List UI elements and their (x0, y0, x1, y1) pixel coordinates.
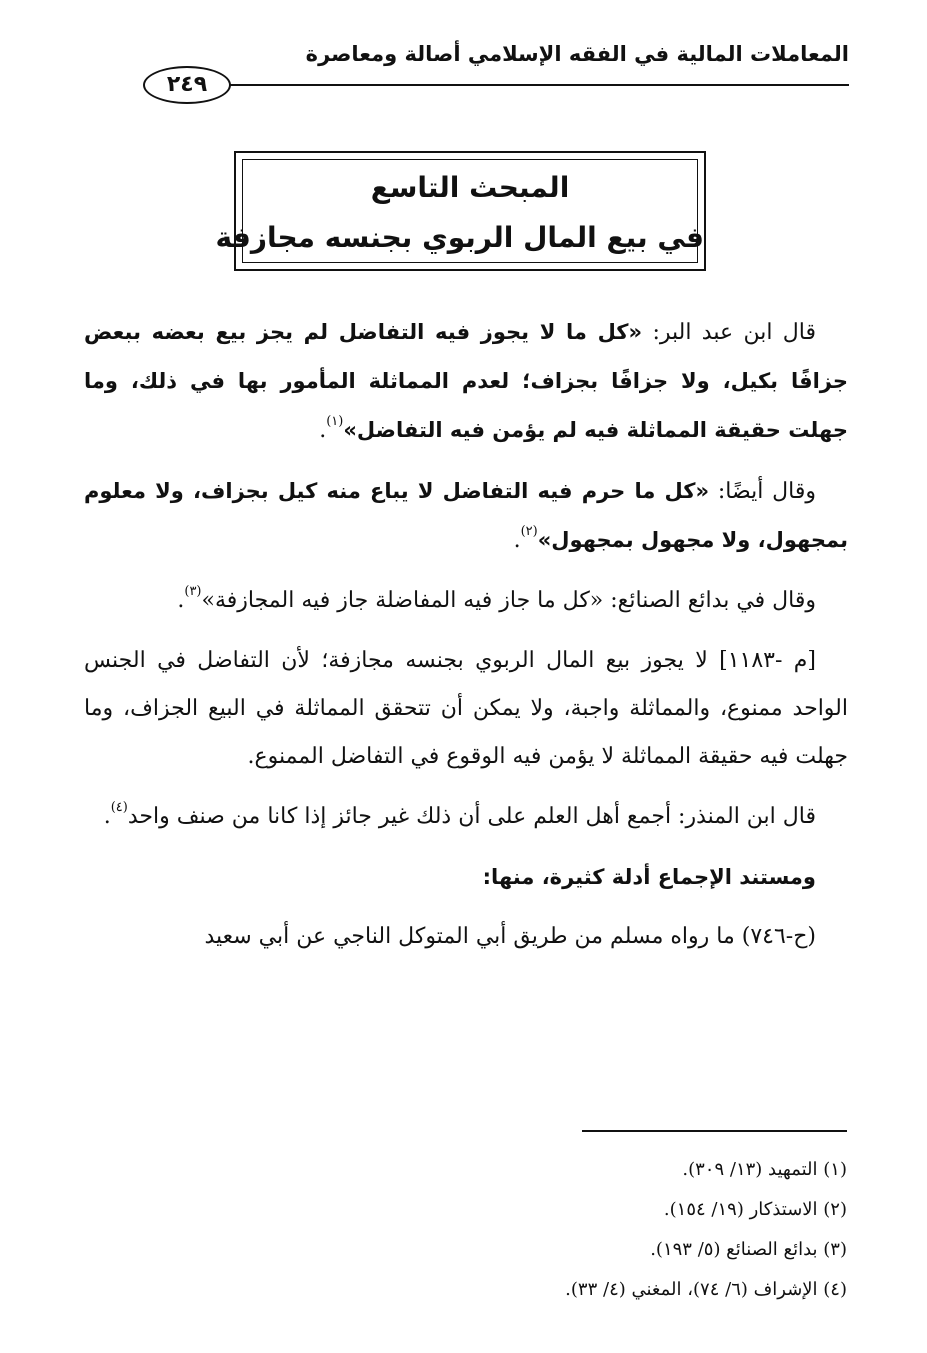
paragraph-text: [م -١١٨٣] لا يجوز بيع المال الربوي بجنسه مجازفة؛ لأن التفاضل في الجنس الواحد ممنوع، والمماثلة واجبة، ولا يمكن أن تتحقق المماثلة في البيع الجزاف، وما جهلت فيه حقيقة المماثلة لا يؤمن فيه الوقوع في التفاضل الممنوع. (84, 648, 848, 769)
paragraph-ibn-abd-al-barr-2 (84, 467, 848, 565)
body-text (84, 308, 848, 973)
paragraph-intro: قال ابن عبد البر: (642, 320, 816, 345)
footnote-3: (٣) بدائع الصنائع (٥/ ١٩٣). (650, 1239, 847, 1260)
footnote-1: (١) التمهيد (١٣/ ٣٠٩). (682, 1159, 847, 1180)
section-number-heading: المبحث التاسع (370, 171, 570, 204)
paragraph-quote: «كل ما حرم فيه التفاضل لا يباع منه كيل بجزاف، ولا معلوم بمجهول، ولا مجهول بمجهول» (84, 479, 848, 552)
paragraph-text: وقال في بدائع الصنائع: «كل ما جاز فيه المفاضلة جاز فيه المجازفة» (201, 588, 816, 613)
footnote-2: (٢) الاستذكار (١٩/ ١٥٤). (663, 1199, 847, 1220)
footnote-rule (582, 1130, 847, 1132)
paragraph-end: . (103, 804, 111, 829)
footnote-ref: (٤) (110, 800, 128, 815)
paragraph-ibn-al-mundhir (84, 793, 848, 841)
paragraph-ibn-abd-al-barr (84, 308, 848, 455)
evidence-subheading: ومستند الإجماع أدلة كثيرة، منها: (482, 865, 816, 889)
paragraph-quote: «كل ما لا يجوز فيه التفاضل لم يجز بيع بعضه ببعض جزافًا بكيل، ولا جزافًا بجزاف؛ لعدم المماثلة المأمور بها في ذلك، وما جهلت حقيقة المماثلة فيه لم يؤمن فيه التفاضل» (84, 320, 848, 442)
paragraph-text: قال ابن المنذر: أجمع أهل العلم على أن ذلك غير جائز إذا كانا من صنف واحد (127, 804, 816, 829)
footnote-ref: (١) (326, 414, 344, 429)
paragraph-hadith (84, 913, 848, 961)
paragraph-end: . (177, 588, 185, 613)
paragraph-end: . (319, 418, 327, 443)
paragraph-ruling (84, 637, 848, 781)
header-rule (205, 84, 849, 86)
footnote-ref: (٣) (184, 584, 202, 599)
paragraph-text: (ح-٧٤٦) ما رواه مسلم من طريق أبي المتوكل الناجي عن أبي سعيد (204, 924, 816, 949)
paragraph-intro: وقال أيضًا: (709, 479, 816, 504)
footnote-ref: (٢) (520, 524, 538, 539)
footnotes (147, 1150, 847, 1310)
section-title-box (215, 151, 706, 271)
page-number: ٢٤٩ (143, 66, 231, 104)
footnote-4: (٤) الإشراف (٦/ ٧٤)، المغني (٤/ ٣٣). (565, 1279, 847, 1300)
section-title-heading: في بيع المال الربوي بجنسه مجازفة (215, 221, 704, 254)
running-header-title: المعاملات المالية في الفقه الإسلامي أصالة ومعاصرة (305, 42, 849, 66)
paragraph-badai (84, 577, 848, 625)
paragraph-end: . (513, 528, 521, 553)
